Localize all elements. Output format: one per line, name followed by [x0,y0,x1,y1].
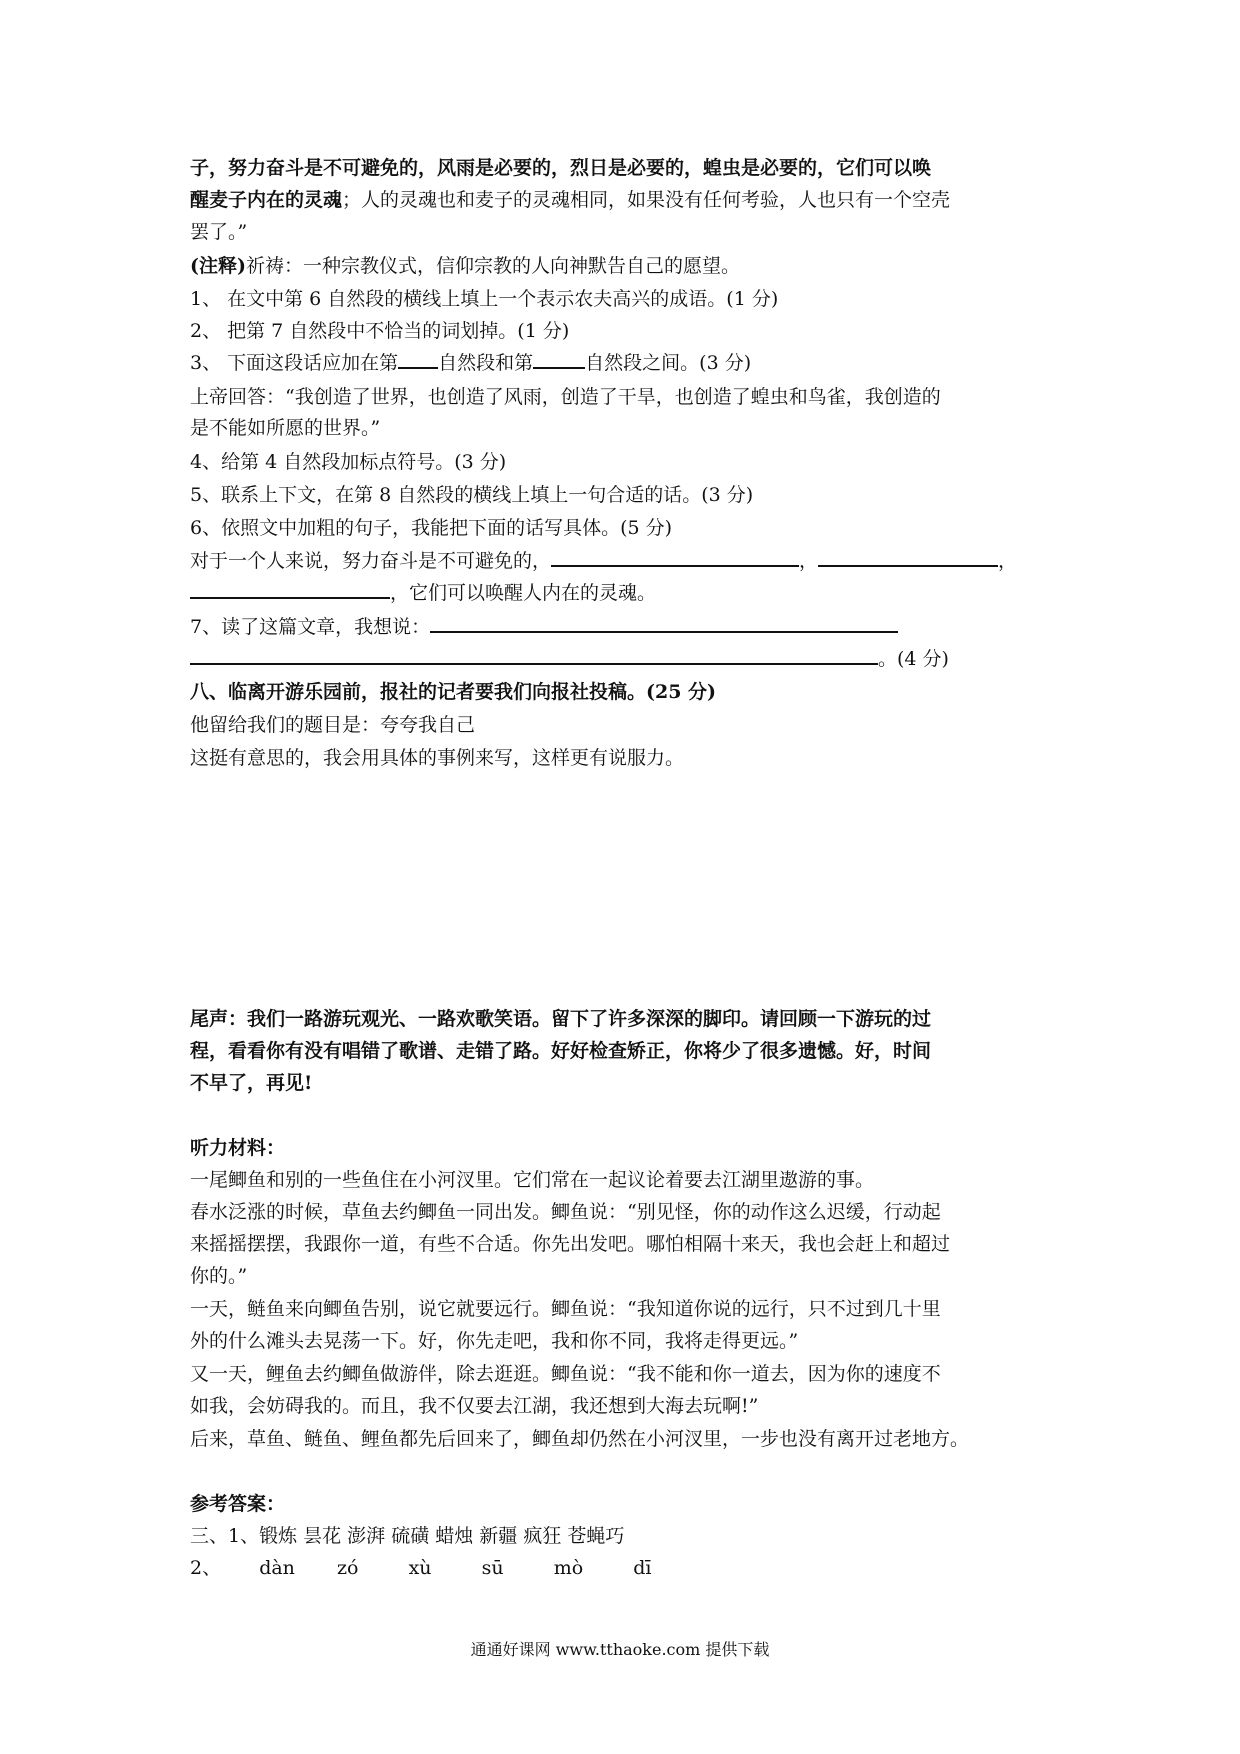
note-text: 祈祷：一种宗教仪式，信仰宗教的人向神默告自己的愿望。 [245,255,740,277]
q3-blank-1[interactable] [398,349,438,369]
question-7-line-2 [190,644,949,674]
answer-2-label: 2、 [190,1557,222,1579]
listening-line-3: 来摇摇摆摆，我跟你一道，有些不合适。你先出发吧。哪怕相隔十来天，我也会赶上和超过 [190,1233,951,1255]
q7-blank-1[interactable] [430,613,898,633]
question-6-line-1 [190,546,1017,576]
epilogue-line-2: 程，看看你有没有唱错了歌谱、走错了路。好好检查矫正，你将少了很多遗憾。好，时间 [190,1040,932,1062]
pinyin-item: xù [408,1557,432,1579]
bold-sentence: 醒麦子内在的灵魂 [190,189,343,211]
q7-score: 。(4 分) [878,648,949,670]
q7-prompt: 7、读了这篇文章，我想说： [190,616,431,638]
q7-blank-2[interactable] [190,645,878,665]
listening-line-4: 你的。” [190,1265,248,1287]
passage-line-1: 子，努力奋斗是不可避免的，风雨是必要的，烈日是必要的，蝗虫是必要的，它们可以唤 [190,157,932,179]
q3-quote-line-2: 是不能如所愿的世界。” [190,417,381,439]
q6-blank-3[interactable] [190,579,390,599]
answers-title: 参考答案： [190,1493,286,1515]
question-3 [190,348,751,378]
pinyin-item: mò [553,1557,584,1579]
section-8-line-1: 他留给我们的题目是：夸夸我自己 [190,714,476,736]
q6-blank-2[interactable] [818,547,998,567]
listening-line-9: 后来，草鱼、鲢鱼、鲤鱼都先后回来了，鲫鱼却仍然在小河汊里，一步也没有离开过老地方。 [190,1428,970,1450]
q3-quote-line-1: 上帝回答：“我创造了世界，也创造了风雨，创造了干旱，也创造了蝗虫和鸟雀，我创造的 [190,386,941,408]
q6-comma-2: ， [998,550,1018,572]
question-5: 5、联系上下文，在第 8 自然段的横线上填上一句合适的话。(3 分) [190,484,754,506]
epilogue-line-1: 尾声：我们一路游玩观光、一路欢歌笑语。留下了许多深深的脚印。请回顾一下游玩的过 [190,1008,932,1030]
note-line [190,251,740,281]
passage-line-3: 罢了。” [190,221,248,243]
listening-line-8: 如我，会妨碍我的。而且，我不仅要去江湖，我还想到大海去玩啊!” [190,1395,759,1417]
listening-line-5: 一天，鲢鱼来向鲫鱼告别，说它就要远行。鲫鱼说：“我知道你说的远行，只不过到几十里 [190,1298,941,1320]
q3-part-b: 自然段和第 [438,352,534,374]
q6-prompt: 对于一个人来说，努力奋斗是不可避免的， [190,550,552,572]
passage-line-2 [190,185,950,215]
q3-blank-2[interactable] [533,349,585,369]
question-2: 2、 把第 7 自然段中不恰当的词划掉。(1 分) [190,320,570,342]
q6-blank-1[interactable] [551,547,799,567]
question-6-line-2 [190,578,656,608]
question-6: 6、依照文中加粗的句子，我能把下面的话写具体。(5 分) [190,517,673,539]
pinyin-item: dàn [259,1557,295,1579]
section-8-line-2: 这挺有意思的，我会用具体的事例来写，这样更有说服力。 [190,747,685,769]
listening-line-1: 一尾鲫鱼和别的一些鱼住在小河汊里。它们常在一起议论着要去江湖里遨游的事。 [190,1169,875,1191]
q3-part-a: 3、 下面这段话应加在第 [190,352,399,374]
question-1: 1、 在文中第 6 自然段的横线上填上一个表示农夫高兴的成语。(1 分) [190,288,779,310]
question-7 [190,612,898,642]
answer-line-1: 三、1、锻炼 昙花 澎湃 硫磺 蜡烛 新疆 疯狂 苍蝇巧 [190,1525,625,1547]
listening-title: 听力材料： [190,1137,286,1159]
epilogue-line-3: 不早了，再见! [190,1072,313,1094]
listening-line-7: 又一天，鲤鱼去约鲫鱼做游伴，除去逛逛。鲫鱼说：“我不能和你一道去，因为你的速度不 [190,1363,941,1385]
listening-line-6: 外的什么滩头去晃荡一下。好，你先走吧，我和你不同，我将走得更远。” [190,1330,799,1352]
pinyin-item: dī [633,1557,652,1579]
q6-comma-1: ， [799,550,819,572]
note-label: (注释) [190,255,246,277]
section-8-title: 八、临离开游乐园前，报社的记者要我们向报社投稿。(25 分) [190,681,717,703]
question-4: 4、给第 4 自然段加标点符号。(3 分) [190,451,507,473]
passage-line-2-rest: ；人的灵魂也和麦子的灵魂相同，如果没有任何考验，人也只有一个空壳 [342,189,951,211]
pinyin-item: sū [481,1557,504,1579]
answer-line-2 [190,1553,652,1583]
listening-line-2: 春水泛涨的时候，草鱼去约鲫鱼一同出发。鲫鱼说：“别见怪，你的动作这么迟缓，行动起 [190,1201,941,1223]
q6-ending: ，它们可以唤醒人内在的灵魂。 [390,582,657,604]
pinyin-item: zó [337,1557,359,1579]
footer-source: 通通好课网 www.tthaoke.com 提供下载 [470,1640,770,1659]
q3-part-c: 自然段之间。(3 分) [585,352,752,374]
